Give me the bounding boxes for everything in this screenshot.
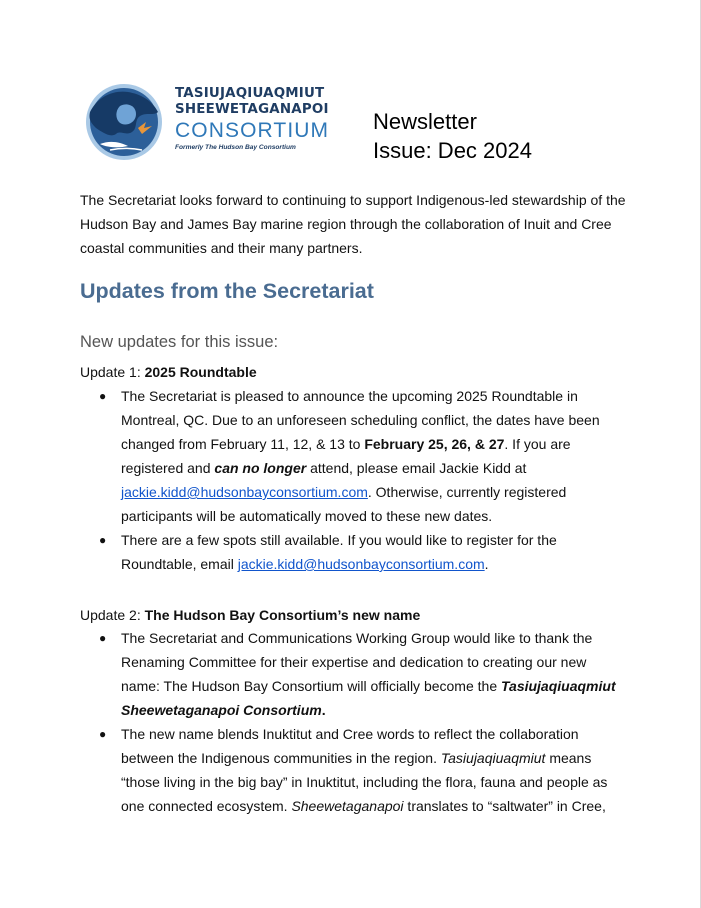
update-2-prefix: Update 2: — [80, 607, 145, 623]
list-item — [80, 528, 620, 576]
roundtable-dates: February 25, 26, & 27 — [364, 436, 505, 452]
new-name: Tasiujaqiuaqmiut Sheewetaganapoi Consortium — [121, 678, 616, 718]
emphasis: can no longer — [214, 460, 307, 476]
text: . — [321, 702, 326, 718]
logo-line-3: CONSORTIUM — [175, 119, 330, 142]
bullet-icon: ● — [99, 727, 107, 741]
section-subheading: New updates for this issue: — [80, 333, 279, 351]
text: The new name blends Inuktitut and Cree words to reflect the collaboration between the Indigenous communities in the region. — [121, 726, 579, 766]
bullet-icon: ● — [99, 631, 107, 645]
list-item — [80, 384, 620, 528]
inuktitut-word: Tasiujaqiuaqmiut — [440, 750, 546, 766]
text: translates to “saltwater” in Cree, — [403, 798, 606, 814]
text: . If you are registered and — [121, 436, 571, 476]
logo-line-1: TASIUJAQIUAQMIUT — [175, 86, 325, 101]
intro-paragraph: The Secretariat looks forward to continuing to support Indigenous-led stewardship of the Hudson Bay and James Bay marine region through the collaboration of Inuit and Cree coastal communities and their many partners. — [80, 192, 626, 256]
newsletter-label: Newsletter — [373, 109, 477, 134]
update-1-name: 2025 Roundtable — [144, 364, 257, 380]
text: attend, please email Jackie Kidd at — [306, 460, 527, 476]
update-2-name: The Hudson Bay Consortium’s new name — [144, 607, 421, 623]
text: . — [484, 556, 489, 572]
email-link[interactable]: jackie.kidd@hudsonbayconsortium.com — [237, 556, 485, 572]
update-1-list — [80, 384, 620, 576]
update-2-list — [80, 626, 620, 818]
bullet-icon: ● — [99, 389, 107, 403]
bullet-icon: ● — [99, 533, 107, 547]
text: means “those living in the big bay” in Inuktitut, including the flora, fauna and people as one connected ecosystem. — [121, 750, 608, 814]
newsletter-title — [373, 107, 633, 165]
email-link[interactable]: jackie.kidd@hudsonbayconsortium.com — [121, 484, 368, 500]
text: The Secretariat is pleased to announce the upcoming 2025 Roundtable in Montreal, QC. Due to an unforeseen scheduling conflict, the dates have been changed from February 11, 12, & 13 to — [121, 388, 600, 452]
logo-tagline: Formerly The Hudson Bay Consortium — [175, 144, 296, 151]
newsletter-issue: Issue: Dec 2024 — [373, 138, 532, 163]
update-2-title — [80, 605, 420, 625]
consortium-logo-icon — [80, 82, 172, 162]
list-item — [80, 722, 620, 818]
text: There are a few spots still available. If you would like to register for the Roundtable, email — [121, 532, 557, 572]
logo-wordmark — [175, 86, 375, 151]
text: The Secretariat and Communications Working Group would like to thank the Renaming Committee for their expertise and dedication to creating our new name: The Hudson Bay Consortium will officially become the — [121, 630, 593, 694]
update-1-title — [80, 362, 257, 382]
text: . Otherwise, currently registered participants will be automatically moved to these new dates. — [121, 484, 567, 524]
update-1-prefix: Update 1: — [80, 364, 145, 380]
section-heading: Updates from the Secretariat — [80, 279, 374, 303]
list-item — [80, 626, 620, 722]
cree-word: Sheewetaganapoi — [291, 798, 404, 814]
logo-line-2: SHEEWETAGANAPOI — [175, 102, 329, 117]
